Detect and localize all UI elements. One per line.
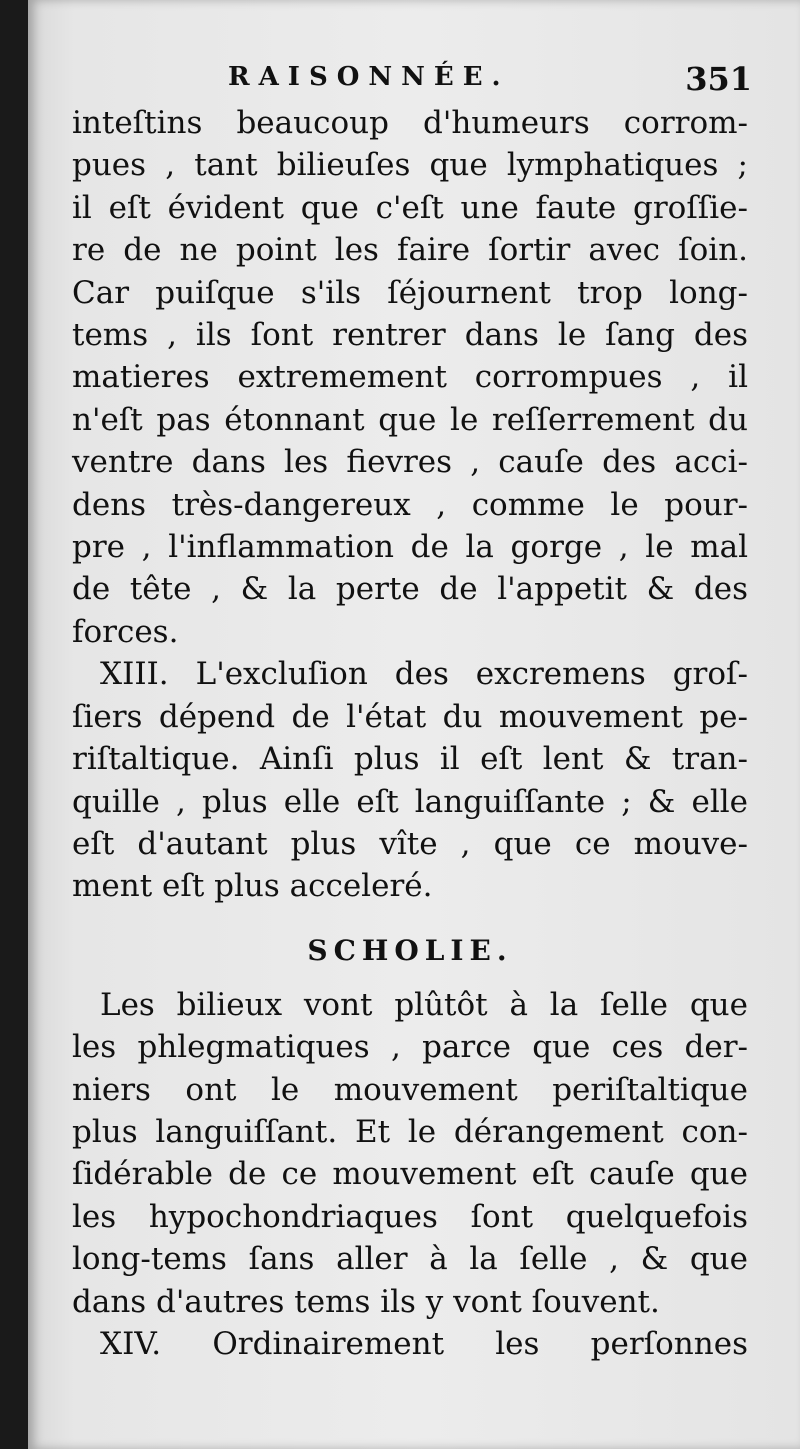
spacer [72,908,748,918]
running-head [28,60,800,100]
page-number: 351 [685,60,752,98]
text-line: forces. [72,613,179,650]
body-text [72,102,748,1365]
text-line: dans d'autres tems ils y vont ſouvent. [72,1283,660,1320]
text-line: plus languiſſant. Et le dérangement con- [72,1113,748,1150]
text-line: re de ne point les faire ſortir avec ſoin. [72,232,748,269]
text-line: eſt d'autant plus vîte , que ce mouve- [72,825,748,862]
text-line: tems , ils ſont rentrer dans le ſang des [72,317,748,354]
text-line: ment eſt plus acceleré. [72,868,433,905]
text-line: Car puiſque s'ils ſéjournent trop long- [72,274,748,311]
text-line: n'eſt pas étonnant que le reſſerrement du [72,401,748,438]
text-line: riſtaltique. Ainſi plus il eſt lent & tran- [72,741,748,778]
text-line: Les bilieux vont plûtôt à la ſelle que [100,986,748,1023]
text-line: dens très-dangereux , comme le pour- [72,486,748,523]
text-line: ventre dans les fievres , cauſe des acci- [72,444,748,481]
text-line: ſidérable de ce mouvement eſt cauſe que [72,1156,748,1193]
text-line: pre , l'inflammation de la gorge , le mal [72,529,748,566]
text-line: inteſtins beaucoup d'humeurs corrom- [72,105,748,141]
text-line: de tête , & la perte de l'appetit & des [72,571,748,608]
running-title: RAISONNÉE. [228,62,510,92]
book-page [28,0,800,1449]
text-line: XIII. L'excluſion des excremens groſ- [100,656,748,693]
text-line: quille , plus elle eſt languiſſante ; & elle [72,783,748,820]
text-line: matieres extremement corrompues , il [72,359,748,396]
text-line: les phlegmatiques , parce que ces der- [72,1029,748,1066]
text-line: pues , tant bilieuſes que lymphatiques ; [72,147,748,184]
section-heading: SCHOLIE. [307,933,513,967]
text-line: les hypochondriaques ſont quelquefois [72,1198,748,1235]
text-line: ſiers dépend de l'état du mouvement pe- [72,698,748,735]
text-line: niers ont le mouvement periſtaltique [72,1071,748,1108]
text-line: XIV. Ordinairement les perſonnes [100,1325,748,1362]
text-line: il eſt évident que c'eſt une faute groſſie- [72,189,748,226]
text-line: long-tems ſans aller à la ſelle , & que [72,1241,748,1278]
